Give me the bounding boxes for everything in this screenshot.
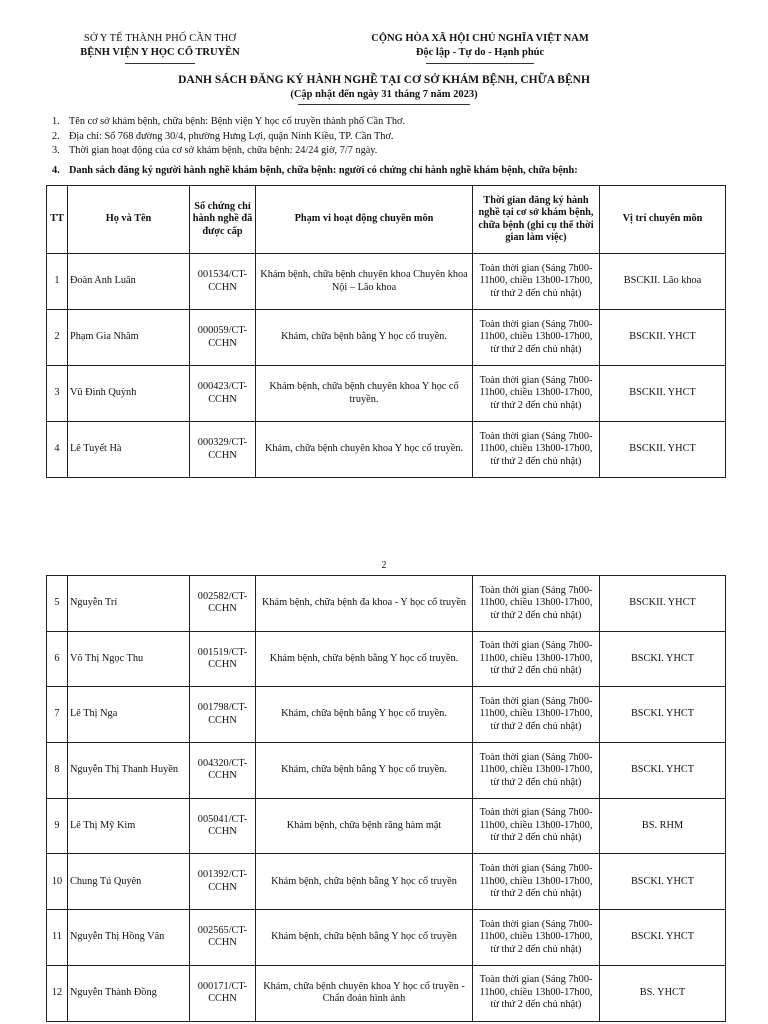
table-row	[47, 743, 726, 799]
header-cert: Số chứng chỉ hành nghề đã được cấp	[190, 186, 256, 254]
cell-tt: 11	[47, 910, 68, 966]
info-item-number: 3.	[52, 145, 60, 156]
table-row	[47, 310, 726, 366]
cell-cert: 000329/CT-CCHN	[190, 422, 256, 478]
cell-cert: 000171/CT-CCHN	[190, 965, 256, 1021]
info-item-text: Địa chỉ: Số 768 đường 30/4, phường Hưng Lợi, quận Ninh Kiều, TP. Cần Thơ.	[69, 130, 394, 142]
cell-scope: Khám, chữa bệnh bằng Y học cổ truyền.	[256, 743, 473, 799]
cell-scope: Khám, chữa bệnh bằng Y học cổ truyền.	[256, 687, 473, 743]
cell-name: Võ Thị Ngọc Thu	[68, 631, 190, 687]
cell-name: Chung Tú Quyên	[68, 854, 190, 910]
cell-name: Lê Thị Nga	[68, 687, 190, 743]
table-row	[47, 910, 726, 966]
header-right-underline	[426, 63, 534, 64]
national-motto: Độc lập - Tự do - Hạnh phúc	[415, 47, 545, 58]
info-item-text: Thời gian hoạt động của cơ sở khám bệnh, chữa bệnh: 24/24 giờ, 7/7 ngày.	[69, 145, 378, 156]
cell-position: BSCKII. YHCT	[600, 310, 726, 366]
header-time: Thời gian đăng ký hành nghề tại cơ sở khám bệnh, chữa bệnh (ghi cụ thể thời gian làm việc)	[473, 186, 600, 254]
registration-table-page2	[46, 575, 726, 1022]
document-title: DANH SÁCH ĐĂNG KÝ HÀNH NGHỀ TẠI CƠ SỞ KHÁM BỆNH, CHỮA BỆNH	[178, 74, 590, 86]
cell-cert: 000059/CT-CCHN	[190, 310, 256, 366]
cell-time: Toàn thời gian (Sáng 7h00-11h00, chiều 13h00-17h00, từ thứ 2 đến chủ nhật)	[473, 576, 600, 632]
cell-cert: 001798/CT-CCHN	[190, 687, 256, 743]
cell-tt: 9	[47, 798, 68, 854]
info-item-number: 2.	[52, 130, 60, 142]
cell-name: Nguyễn Trí	[68, 576, 190, 632]
cell-tt: 1	[47, 254, 68, 310]
table-row	[47, 422, 726, 478]
table-row	[47, 576, 726, 632]
header-scope: Phạm vi hoạt động chuyên môn	[256, 186, 473, 254]
info-item-text: Tên cơ sở khám bệnh, chữa bệnh: Bệnh viện Y học cổ truyền thành phố Cần Thơ.	[69, 116, 406, 127]
cell-position: BSCKI. YHCT	[600, 854, 726, 910]
info-item	[52, 144, 732, 159]
cell-tt: 7	[47, 687, 68, 743]
cell-cert: 005041/CT-CCHN	[190, 798, 256, 854]
cell-cert: 001534/CT-CCHN	[190, 254, 256, 310]
table-row	[47, 687, 726, 743]
cell-cert: 000423/CT-CCHN	[190, 366, 256, 422]
cell-name: Nguyễn Thành Đồng	[68, 965, 190, 1021]
registration-table-page1	[46, 185, 726, 478]
cell-time: Toàn thời gian (Sáng 7h00-11h00, chiều 13h00-17h00, từ thứ 2 đến chủ nhật)	[473, 422, 600, 478]
cell-name: Nguyễn Thị Hồng Vân	[68, 910, 190, 966]
cell-scope: Khám bệnh, chữa bệnh răng hàm mặt	[256, 798, 473, 854]
cell-time: Toàn thời gian (Sáng 7h00-11h00, chiều 13h00-17h00, từ thứ 2 đến chủ nhật)	[473, 254, 600, 310]
cell-position: BSCKII. Lão khoa	[600, 254, 726, 310]
cell-position: BSCKI. YHCT	[600, 743, 726, 799]
cell-name: Lê Thị Mỹ Kim	[68, 798, 190, 854]
header-tt: TT	[47, 186, 68, 254]
cell-scope: Khám, chữa bệnh chuyên khoa Y học cổ truyền.	[256, 422, 473, 478]
info-item	[52, 164, 732, 179]
cell-scope: Khám bệnh, chữa bệnh bằng Y học cổ truyền	[256, 854, 473, 910]
cell-tt: 8	[47, 743, 68, 799]
cell-position: BSCKI. YHCT	[600, 687, 726, 743]
cell-position: BS. RHM	[600, 798, 726, 854]
page-number: 2	[381, 560, 387, 571]
cell-position: BS. YHCT	[600, 965, 726, 1021]
cell-time: Toàn thời gian (Sáng 7h00-11h00, chiều 13h00-17h00, từ thứ 2 đến chủ nhật)	[473, 965, 600, 1021]
cell-tt: 2	[47, 310, 68, 366]
cell-name: Đoàn Anh Luân	[68, 254, 190, 310]
agency-header	[40, 32, 280, 64]
header-position: Vị trí chuyên môn	[600, 186, 726, 254]
cell-cert: 004320/CT-CCHN	[190, 743, 256, 799]
cell-scope: Khám bệnh, chữa bệnh chuyên khoa Chuyên khoa Nội – Lão khoa	[256, 254, 473, 310]
national-header	[340, 32, 620, 64]
info-item-number: 4.	[52, 164, 60, 176]
table-row	[47, 631, 726, 687]
header-left-underline	[125, 63, 195, 64]
cell-scope: Khám bệnh, chữa bệnh bằng Y học cổ truyền	[256, 910, 473, 966]
subtitle-underline	[298, 104, 470, 105]
national-title: CỘNG HÒA XÃ HỘI CHỦ NGHĨA VIỆT NAM	[371, 33, 589, 44]
hospital-name: BỆNH VIỆN Y HỌC CỔ TRUYỀN	[80, 47, 240, 58]
cell-cert: 002565/CT-CCHN	[190, 910, 256, 966]
cell-name: Lê Tuyết Hà	[68, 422, 190, 478]
cell-time: Toàn thời gian (Sáng 7h00-11h00, chiều 13h00-17h00, từ thứ 2 đến chủ nhật)	[473, 854, 600, 910]
cell-position: BSCKII. YHCT	[600, 422, 726, 478]
department-name: SỞ Y TẾ THÀNH PHỐ CẦN THƠ	[83, 33, 237, 44]
table-row	[47, 854, 726, 910]
cell-position: BSCKII. YHCT	[600, 366, 726, 422]
info-item-number: 1.	[52, 116, 60, 127]
cell-cert: 001519/CT-CCHN	[190, 631, 256, 687]
cell-scope: Khám bệnh, chữa bệnh chuyên khoa Y học cổ truyền.	[256, 366, 473, 422]
cell-scope: Khám, chữa bệnh bằng Y học cổ truyền.	[256, 310, 473, 366]
cell-position: BSCKII. YHCT	[600, 576, 726, 632]
cell-scope: Khám, chữa bệnh chuyên khoa Y học cổ truyền - Chẩn đoán hình ảnh	[256, 965, 473, 1021]
cell-tt: 4	[47, 422, 68, 478]
cell-tt: 6	[47, 631, 68, 687]
cell-name: Phạm Gia Nhâm	[68, 310, 190, 366]
cell-time: Toàn thời gian (Sáng 7h00-11h00, chiều 13h00-17h00, từ thứ 2 đến chủ nhật)	[473, 310, 600, 366]
cell-cert: 001392/CT-CCHN	[190, 854, 256, 910]
cell-tt: 12	[47, 965, 68, 1021]
cell-position: BSCKI. YHCT	[600, 910, 726, 966]
table-header-row	[47, 186, 726, 254]
cell-name: Nguyễn Thị Thanh Huyền	[68, 743, 190, 799]
cell-tt: 10	[47, 854, 68, 910]
cell-cert: 002582/CT-CCHN	[190, 576, 256, 632]
cell-tt: 3	[47, 366, 68, 422]
cell-scope: Khám bệnh, chữa bệnh đa khoa - Y học cổ truyền	[256, 576, 473, 632]
cell-time: Toàn thời gian (Sáng 7h00-11h00, chiều 13h00-17h00, từ thứ 2 đến chủ nhật)	[473, 366, 600, 422]
cell-time: Toàn thời gian (Sáng 7h00-11h00, chiều 13h00-17h00, từ thứ 2 đến chủ nhật)	[473, 910, 600, 966]
info-item	[52, 115, 732, 130]
cell-time: Toàn thời gian (Sáng 7h00-11h00, chiều 13h00-17h00, từ thứ 2 đến chủ nhật)	[473, 798, 600, 854]
table-row	[47, 366, 726, 422]
header-name: Họ và Tên	[68, 186, 190, 254]
cell-tt: 5	[47, 576, 68, 632]
info-item	[52, 130, 732, 145]
document-subtitle: (Cập nhật đến ngày 31 tháng 7 năm 2023)	[290, 89, 478, 100]
cell-time: Toàn thời gian (Sáng 7h00-11h00, chiều 13h00-17h00, từ thứ 2 đến chủ nhật)	[473, 687, 600, 743]
table-row	[47, 965, 726, 1021]
info-list	[52, 115, 732, 178]
table-row	[47, 254, 726, 310]
cell-time: Toàn thời gian (Sáng 7h00-11h00, chiều 13h00-17h00, từ thứ 2 đến chủ nhật)	[473, 743, 600, 799]
cell-time: Toàn thời gian (Sáng 7h00-11h00, chiều 13h00-17h00, từ thứ 2 đến chủ nhật)	[473, 631, 600, 687]
info-item-text: Danh sách đăng ký người hành nghề khám bệnh, chữa bệnh: người có chứng chỉ hành nghề khám bệnh, chữa bệnh:	[69, 164, 578, 176]
cell-position: BSCKI. YHCT	[600, 631, 726, 687]
cell-name: Vũ Đình Quỳnh	[68, 366, 190, 422]
table-row	[47, 798, 726, 854]
cell-scope: Khám bệnh, chữa bệnh bằng Y học cổ truyền.	[256, 631, 473, 687]
